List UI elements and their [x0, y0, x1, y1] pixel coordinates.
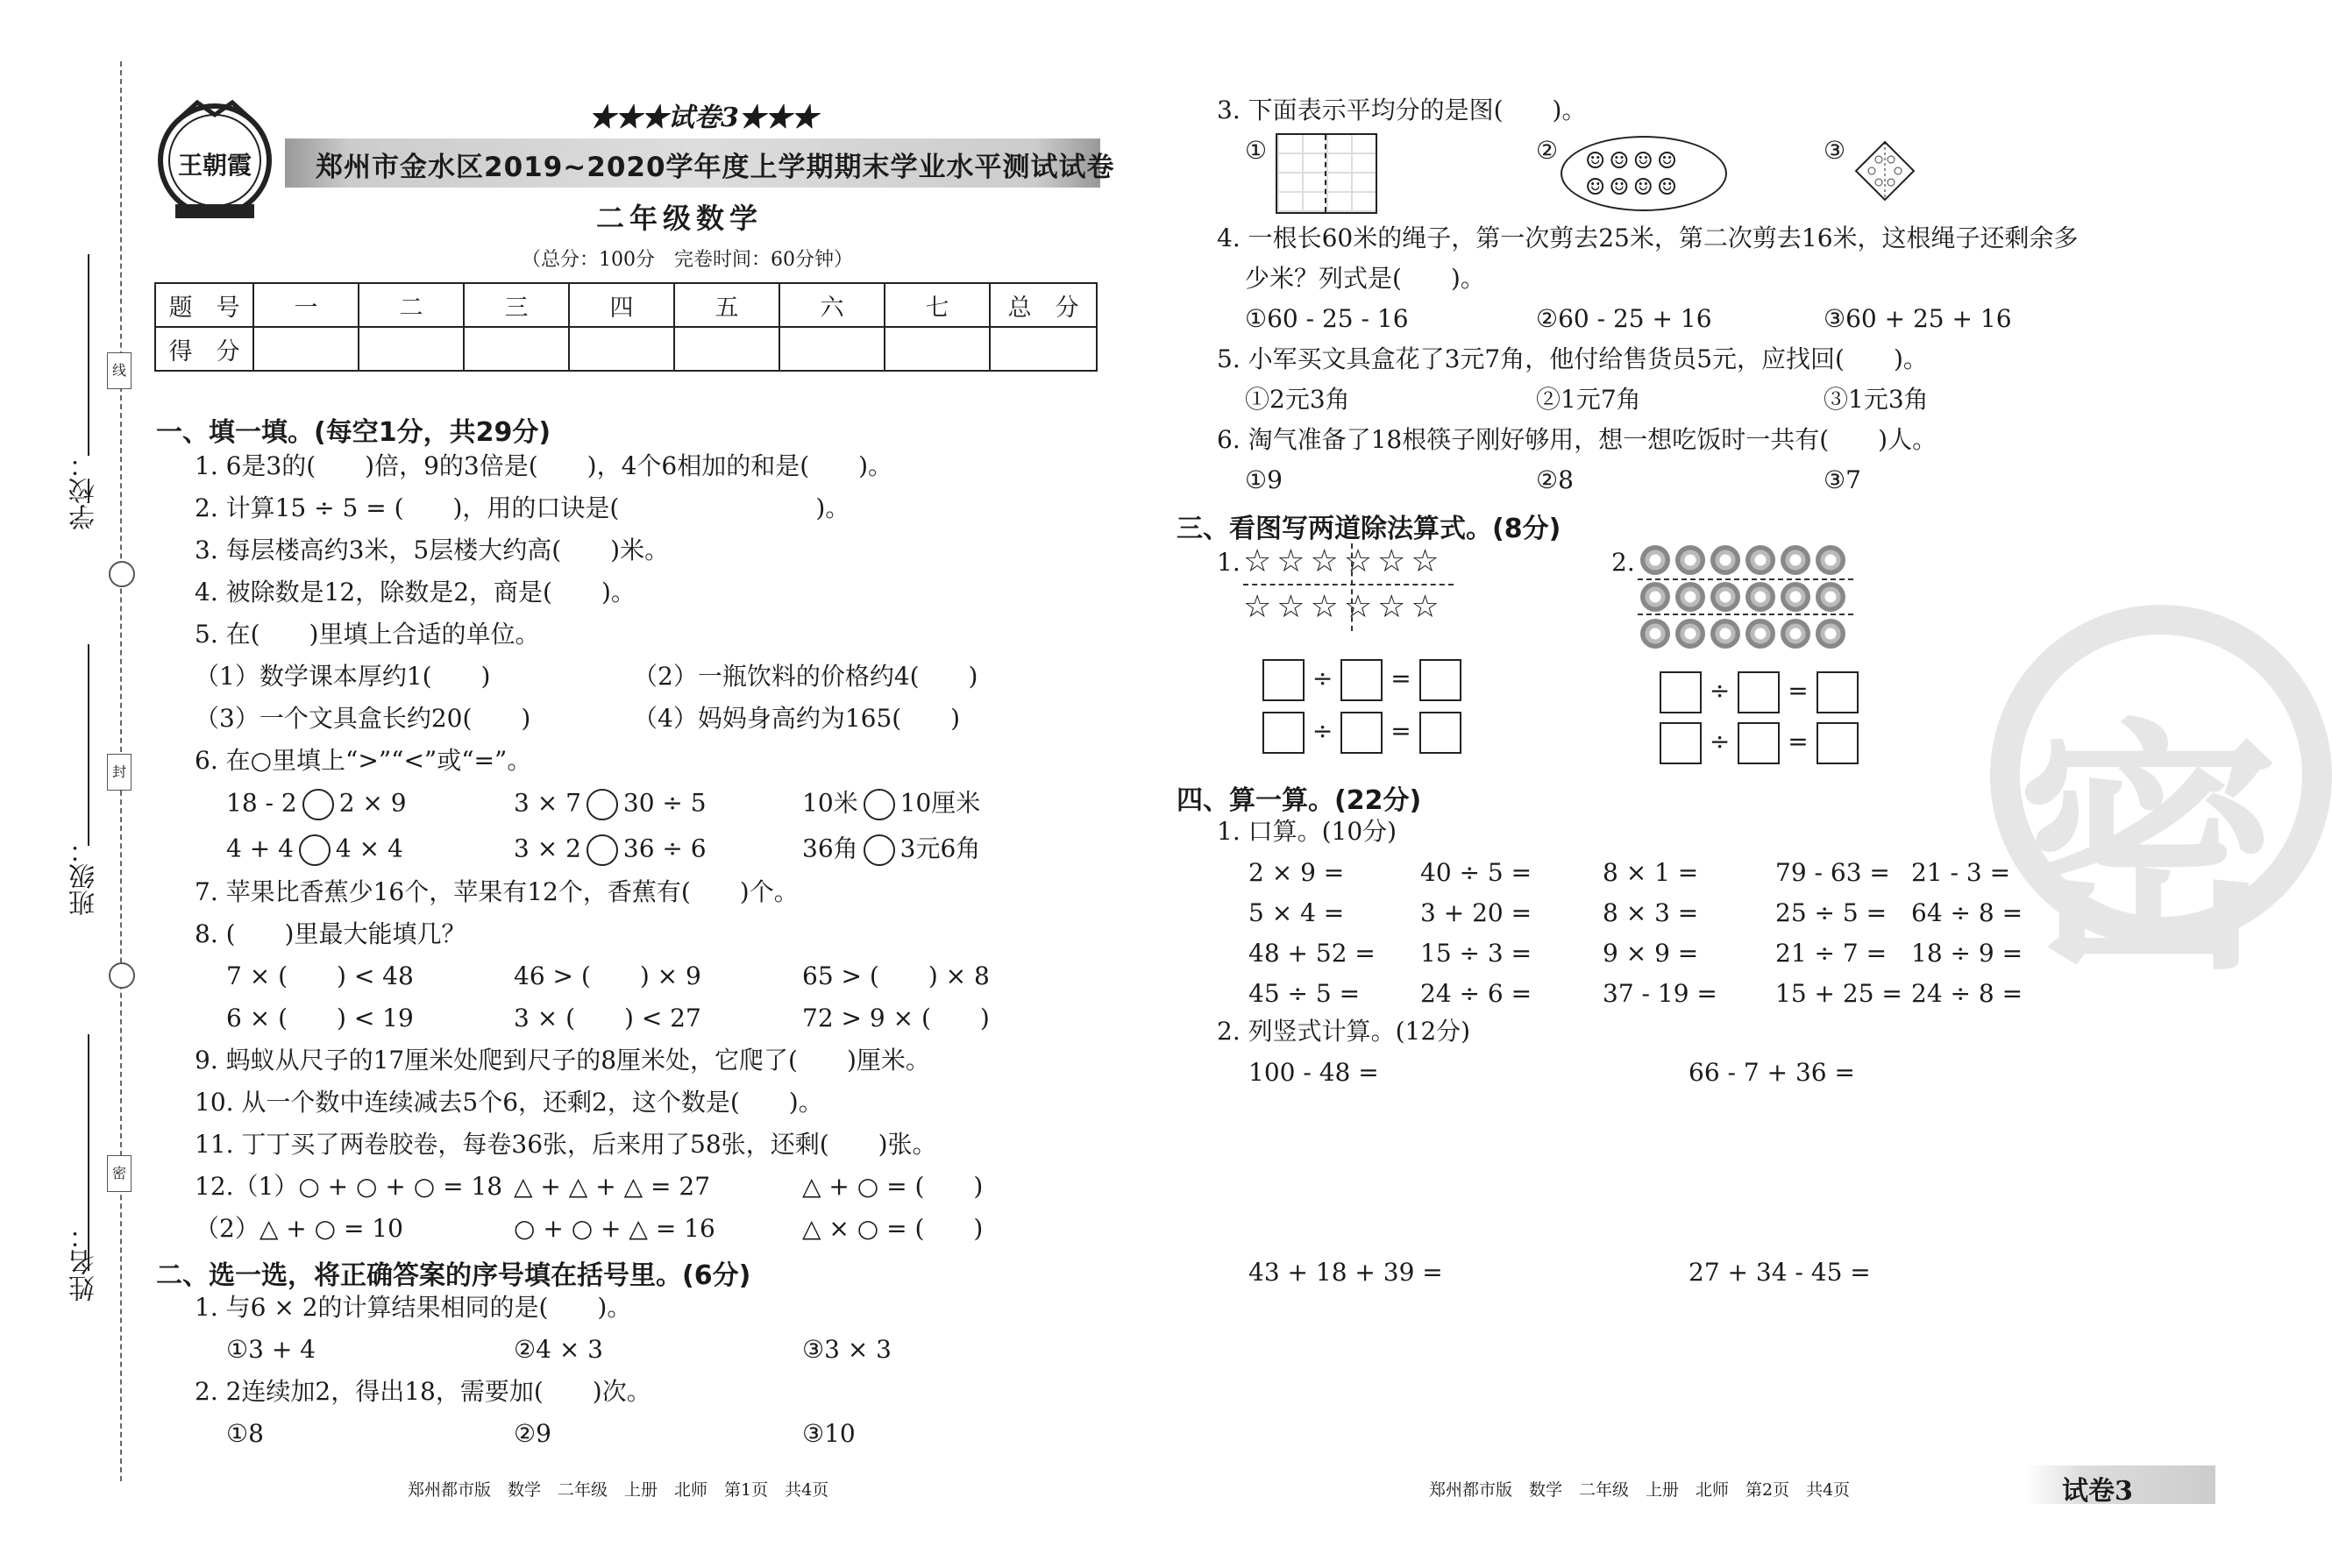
score-label-cell: 得 分	[155, 327, 253, 371]
q2-1-option[interactable]: ③3 × 3	[802, 1335, 892, 1364]
answer-box[interactable]	[1340, 712, 1383, 754]
answer-box[interactable]	[1817, 671, 1859, 713]
flower-icon	[1710, 582, 1740, 612]
flower-row	[1638, 617, 1857, 654]
oral-calc-item[interactable]: 9 × 9 =	[1603, 939, 1699, 968]
compare-item	[226, 789, 407, 820]
compare-circle-input[interactable]	[587, 834, 618, 866]
exam-title: 郑州市金水区2019~2020学年度上学期期末学业水平测试试卷	[316, 152, 1115, 183]
q1-5: 5. 在( )里填上合适的单位。	[195, 620, 540, 649]
q2-2: 2. 2连续加2，得出18，需要加( )次。	[195, 1377, 651, 1406]
q1-8-item: 6 × ( ) < 19	[226, 1004, 414, 1032]
q2-4: 4. 一根长60米的绳子，第一次剪去25米，第二次剪去16米，这根绳子还剩余多	[1217, 223, 2079, 252]
flower-icon	[1745, 619, 1775, 649]
equals-sign: =	[1390, 663, 1411, 693]
score-header-cell: 五	[674, 283, 779, 327]
compare-right: 36 ÷ 6	[622, 834, 707, 863]
score-header-cell: 一	[253, 283, 359, 327]
score-header-cell: 四	[569, 283, 674, 327]
q1-8: 8. ( )里最大能填几？	[195, 919, 466, 948]
compare-right: 10厘米	[899, 788, 981, 818]
logo-name: 王朝霞	[177, 151, 252, 180]
q1-5-a: （1）数学课本厚约1( )	[195, 662, 491, 691]
footer-tag: 试卷3	[2062, 1476, 2133, 1507]
q2-5-option[interactable]: ③1元3角	[1824, 385, 1929, 414]
q2-3-label[interactable]: ①	[1245, 136, 1268, 165]
section-4-heading: 四、算一算。(22分)	[1177, 785, 1422, 816]
flower-icon	[1781, 582, 1810, 612]
answer-box[interactable]	[1419, 659, 1461, 701]
score-header-cell: 七	[885, 283, 990, 327]
flower-figure	[1638, 543, 1857, 657]
score-cell[interactable]	[464, 327, 569, 371]
flower-icon	[1675, 545, 1705, 575]
q1-8-item: 7 × ( ) < 48	[226, 961, 414, 990]
q2-4-option[interactable]: ③60 + 25 + 16	[1824, 304, 2012, 333]
q2-6: 6. 淘气准备了18根筷子刚好够用，想一想吃饭时一共有( )人。	[1217, 425, 1937, 454]
oral-calc-item[interactable]: 15 ÷ 3 =	[1420, 939, 1532, 968]
compare-left: 3 × 2	[514, 834, 581, 863]
flower-icon	[1745, 582, 1775, 612]
q2-6-option[interactable]: ①9	[1245, 465, 1283, 494]
oral-calc-item[interactable]: 48 + 52 =	[1248, 939, 1376, 968]
oral-calc-item[interactable]: 2 × 9 =	[1248, 858, 1345, 887]
compare-right: 4 × 4	[335, 834, 403, 863]
flower-icon	[1816, 582, 1845, 612]
oral-calc-item[interactable]: 8 × 3 =	[1603, 898, 1699, 927]
flower-icon	[1675, 619, 1705, 649]
flower-icon	[1781, 545, 1810, 575]
binding-hole	[109, 561, 135, 587]
section-3-heading: 三、看图写两道除法算式。(8分)	[1177, 514, 1561, 544]
q1-12-d: （2）△ + ○ = 10	[195, 1214, 403, 1243]
q1-6: 6. 在○里填上“>”“<”或“=”。	[195, 746, 532, 775]
q2-5-option[interactable]: ②1元7角	[1536, 385, 1641, 414]
star-row: ☆☆☆☆☆☆	[1243, 589, 1445, 625]
school-label: 学校：	[69, 451, 100, 530]
q1-1: 1. 6是3的( )倍，9的3倍是( )，4个6相加的和是( )。	[195, 451, 893, 480]
compare-circle-input[interactable]	[864, 834, 895, 866]
compare-item	[802, 834, 980, 866]
q1-5-d: （4）妈妈身高约为165( )	[633, 704, 961, 733]
score-cell[interactable]	[359, 327, 464, 371]
grid-figure	[1276, 133, 1377, 214]
q1-5-c: （3）一个文具盒长约20( )	[195, 704, 531, 733]
compare-right: 30 ÷ 5	[622, 788, 707, 818]
score-cell[interactable]	[885, 327, 990, 371]
division-equation	[1262, 712, 1461, 754]
series-label: ★★★试卷3★★★	[589, 103, 818, 133]
smiley-row: ☺☺☺☺	[1585, 148, 1681, 174]
compare-item	[802, 789, 980, 820]
compare-left: 10米	[802, 788, 858, 818]
q2-3-label[interactable]: ②	[1536, 136, 1559, 165]
q1-3: 3. 每层楼高约3米，5层楼大约高( )米。	[195, 536, 670, 564]
flower-icon	[1816, 545, 1845, 575]
answer-box[interactable]	[1660, 722, 1702, 764]
compare-left: 4 + 4	[226, 834, 294, 863]
divide-sign: ÷	[1312, 663, 1333, 693]
score-cell[interactable]	[569, 327, 674, 371]
q1-8-item: 72 > 9 × ( )	[802, 1004, 990, 1032]
compare-item	[514, 789, 707, 820]
divider-line	[1325, 135, 1326, 212]
compare-item	[514, 834, 707, 866]
q1-4: 4. 被除数是12，除数是2，商是( )。	[195, 578, 636, 607]
diamond-figure	[1854, 140, 1916, 202]
divide-sign: ÷	[1312, 716, 1333, 746]
oral-calc-item[interactable]: 25 ÷ 5 =	[1775, 898, 1888, 927]
seal-line-mark: 线	[107, 352, 132, 389]
flower-icon	[1710, 619, 1740, 649]
score-table-row	[155, 327, 1097, 371]
vertical-calc-item[interactable]: 43 + 18 + 39 =	[1248, 1258, 1443, 1287]
compare-left: 36角	[802, 834, 858, 863]
flower-divider	[1638, 578, 1853, 580]
q1-8-item: 46 > ( ) × 9	[514, 961, 701, 990]
compare-circle-input[interactable]	[864, 789, 895, 820]
star-figure	[1243, 543, 1454, 631]
compare-circle-input[interactable]	[299, 834, 331, 866]
q2-6-option[interactable]: ②8	[1536, 465, 1574, 494]
class-underline	[88, 644, 89, 846]
score-header-cell: 题 号	[155, 283, 253, 327]
flower-icon	[1640, 619, 1670, 649]
exam-info: （总分：100分 完卷时间：60分钟）	[522, 249, 853, 271]
division-equation	[1262, 659, 1461, 701]
vertical-calc-item[interactable]: 100 - 48 =	[1248, 1058, 1379, 1087]
q1-8-item: 65 > ( ) × 8	[802, 961, 990, 990]
flower-icon	[1781, 619, 1810, 649]
oval-figure	[1561, 136, 1727, 211]
oral-calc-item[interactable]: 18 ÷ 9 =	[1911, 939, 2023, 968]
star-divider	[1351, 543, 1353, 631]
q1-12-c: △ + ○ = ( )	[802, 1172, 984, 1201]
division-equation	[1660, 671, 1859, 713]
equals-sign: =	[1788, 727, 1809, 756]
compare-right: 2 × 9	[338, 788, 407, 818]
q2-4-cont: 少米？列式是( )。	[1245, 264, 1485, 293]
binding-hole	[109, 962, 135, 989]
name-label: 姓名：	[69, 1223, 100, 1302]
answer-box[interactable]	[1738, 671, 1780, 713]
seal-mi-mark: 密	[107, 1155, 132, 1192]
flower-icon	[1816, 619, 1845, 649]
score-cell[interactable]	[990, 327, 1097, 371]
q1-9: 9. 蚂蚁从尺子的17厘米处爬到尺子的8厘米处，它爬了( )厘米。	[195, 1046, 930, 1075]
oral-calc-item[interactable]: 24 ÷ 6 =	[1420, 979, 1532, 1008]
compare-item	[226, 834, 403, 866]
smiley-row: ☺☺☺☺	[1585, 174, 1681, 201]
flower-icon	[1745, 545, 1775, 575]
compare-left: 18 - 2	[226, 788, 297, 818]
diamond-shape-icon	[1854, 140, 1916, 202]
oral-calc-item[interactable]: 37 - 19 =	[1603, 979, 1717, 1008]
oral-calc-heading: 1. 口算。(10分)	[1217, 817, 1397, 846]
q1-12-e: ○ + ○ + △ = 16	[514, 1214, 715, 1243]
score-cell[interactable]	[779, 327, 885, 371]
oral-calc-item[interactable]: 24 ÷ 8 =	[1911, 979, 2023, 1008]
q1-10: 10. 从一个数中连续减去5个6，还剩2，这个数是( )。	[195, 1088, 823, 1117]
score-table-row	[155, 283, 1097, 327]
q2-4-option[interactable]: ①60 - 25 - 16	[1245, 304, 1409, 333]
q2-2-option[interactable]: ②9	[514, 1419, 551, 1448]
oral-calc-item[interactable]: 64 ÷ 8 =	[1911, 898, 2023, 927]
oral-calc-item[interactable]: 45 ÷ 5 =	[1248, 979, 1361, 1008]
seal-seal-mark: 封	[107, 754, 132, 791]
figure-1-label: 1.	[1217, 548, 1241, 577]
divide-sign: ÷	[1709, 727, 1731, 756]
oral-calc-item[interactable]: 8 × 1 =	[1603, 858, 1699, 887]
class-label: 班级：	[69, 837, 100, 916]
oral-calc-item[interactable]: 21 - 3 =	[1911, 858, 2011, 887]
oral-calc-item[interactable]: 79 - 63 =	[1775, 858, 1890, 887]
oral-calc-item[interactable]: 15 + 25 =	[1775, 979, 1902, 1008]
q1-12-a: 12.（1）○ + ○ + ○ = 18	[195, 1172, 503, 1201]
score-header-cell: 三	[464, 283, 569, 327]
q2-1: 1. 与6 × 2的计算结果相同的是( )。	[195, 1293, 632, 1322]
q2-6-option[interactable]: ③7	[1824, 465, 1861, 494]
q2-2-option[interactable]: ③10	[802, 1419, 856, 1448]
flower-row	[1638, 580, 1857, 617]
school-underline	[88, 254, 89, 456]
score-cell[interactable]	[674, 327, 779, 371]
compare-circle-input[interactable]	[302, 789, 334, 820]
divide-sign: ÷	[1709, 676, 1731, 706]
q1-5-b: （2）一瓶饮料的价格约4( )	[633, 662, 978, 691]
oral-calc-item[interactable]: 5 × 4 =	[1248, 898, 1345, 927]
compare-left: 3 × 7	[514, 788, 581, 818]
compare-right: 3元6角	[899, 834, 981, 863]
q1-12-f: △ × ○ = ( )	[802, 1214, 984, 1243]
q2-5-option[interactable]: ①2元3角	[1245, 385, 1350, 414]
q2-1-option[interactable]: ①3 + 4	[226, 1335, 316, 1364]
equals-sign: =	[1788, 676, 1809, 706]
q2-2-option[interactable]: ①8	[226, 1419, 264, 1448]
q1-12-b: △ + △ + △ = 27	[514, 1172, 711, 1201]
logo	[149, 92, 281, 223]
subject-title: 二年级数学	[596, 202, 764, 235]
q1-8-item: 3 × ( ) < 27	[514, 1004, 701, 1032]
oral-calc-item[interactable]: 3 + 20 =	[1420, 898, 1532, 927]
vertical-calc-item[interactable]: 66 - 7 + 36 =	[1689, 1058, 1855, 1087]
score-header-cell: 六	[779, 283, 885, 327]
footer-left: 郑州都市版 数学 二年级 上册 北师 第1页 共4页	[408, 1480, 829, 1500]
flower-icon	[1640, 582, 1670, 612]
q1-11: 11. 丁丁买了两卷胶卷，每卷36张，后来用了58张，还剩( )张。	[195, 1130, 937, 1159]
answer-box[interactable]	[1262, 659, 1305, 701]
flower-icon	[1675, 582, 1705, 612]
answer-box[interactable]	[1419, 712, 1461, 754]
compare-circle-input[interactable]	[587, 789, 618, 820]
figure-2-label: 2.	[1611, 548, 1635, 577]
q2-5: 5. 小军买文具盒花了3元7角，他付给售货员5元，应找回( )。	[1217, 344, 1928, 373]
division-equation	[1660, 722, 1859, 764]
flower-icon	[1640, 545, 1670, 575]
score-header-cell: 总 分	[990, 283, 1097, 327]
section-1-heading: 一、填一填。(每空1分，共29分)	[156, 417, 551, 448]
q2-3: 3. 下面表示平均分的是图( )。	[1217, 96, 1587, 124]
score-header-cell: 二	[359, 283, 464, 327]
answer-box[interactable]	[1660, 671, 1702, 713]
q1-2: 2. 计算15 ÷ 5 = ( )，用的口诀是( )。	[195, 493, 850, 522]
flower-row	[1638, 543, 1857, 580]
q2-1-option[interactable]: ②4 × 3	[514, 1335, 603, 1364]
score-cell[interactable]	[253, 327, 359, 371]
answer-box[interactable]	[1817, 722, 1859, 764]
vertical-calc-heading: 2. 列竖式计算。(12分)	[1217, 1017, 1471, 1046]
score-table	[154, 282, 1098, 372]
flower-icon	[1710, 545, 1740, 575]
star-row: ☆☆☆☆☆☆	[1243, 543, 1445, 579]
star-divider	[1243, 584, 1454, 585]
footer-right: 郑州都市版 数学 二年级 上册 北师 第2页 共4页	[1429, 1480, 1851, 1500]
vertical-calc-item[interactable]: 27 + 34 - 45 =	[1689, 1258, 1871, 1287]
q2-4-option[interactable]: ②60 - 25 + 16	[1536, 304, 1712, 333]
watermark-glyph: 密	[2016, 699, 2279, 1004]
answer-box[interactable]	[1738, 722, 1780, 764]
flower-divider	[1638, 614, 1853, 615]
answer-box[interactable]	[1340, 659, 1383, 701]
q2-3-label[interactable]: ③	[1824, 136, 1846, 165]
q1-7: 7. 苹果比香蕉少16个，苹果有12个，香蕉有( )个。	[195, 877, 799, 906]
oral-calc-item[interactable]: 21 ÷ 7 =	[1775, 939, 1888, 968]
section-2-heading: 二、选一选，将正确答案的序号填在括号里。(6分)	[156, 1260, 751, 1291]
oral-calc-item[interactable]: 40 ÷ 5 =	[1420, 858, 1532, 887]
equals-sign: =	[1390, 716, 1411, 746]
answer-box[interactable]	[1262, 712, 1305, 754]
